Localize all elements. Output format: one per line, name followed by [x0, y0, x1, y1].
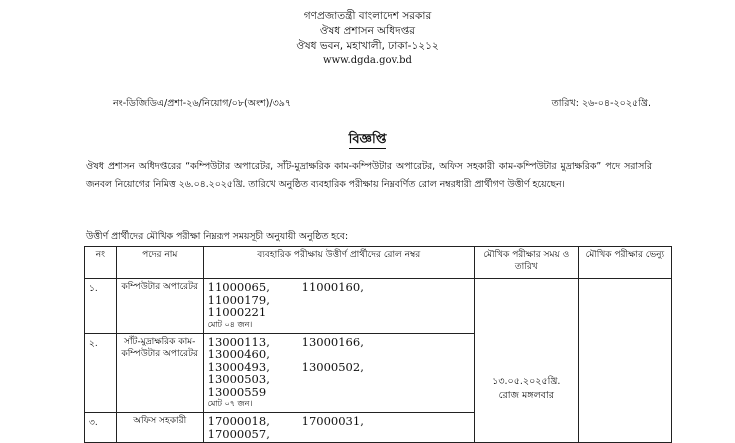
header-venue: মৌখিক পরীক্ষার ভেন্যু [578, 247, 671, 279]
roll-number: 13000559 [207, 384, 267, 399]
row-total: মোট ০৭ জন। [207, 399, 253, 408]
row-rolls [203, 279, 474, 334]
roll-number: 17000018, [207, 414, 270, 428]
roll-list [208, 336, 470, 399]
header-time: মৌখিক পরীক্ষার সময় ও তারিখ [474, 247, 578, 279]
memo-number: নং-ডিজিডিএ/প্রশা-২৬/নিয়োগ/০৮(অংশ)/৩৯৭ [113, 98, 292, 109]
roll-number: 13000113, [207, 334, 270, 349]
row-post: সাঁট-মুদ্রাক্ষরিক কাম-কম্পিউটার অপারেটর [116, 333, 203, 413]
interview-venue-cell [578, 279, 671, 443]
roll-number: 17000031, [301, 414, 364, 428]
roll-number: 17000057, [207, 426, 270, 441]
header-no: নং [85, 247, 117, 279]
schedule-intro: উত্তীর্ণ প্রার্থীদের মৌখিক পরীক্ষা নিম্নরূপ সময়সূচী অনুযায়ী অনুষ্ঠিত হবে: [86, 231, 349, 242]
website-link[interactable]: www.dgda.gov.bd [323, 55, 412, 66]
notice-title-text: বিজ্ঞপ্তি [348, 132, 387, 147]
header-post: পদের নাম [116, 247, 203, 279]
results-table [84, 246, 672, 443]
row-no: ২. [85, 333, 117, 413]
roll-number: 13000166, [301, 334, 364, 349]
interview-day: রোজ মঙ্গলবার [498, 389, 554, 401]
roll-list [208, 415, 470, 440]
row-post: কম্পিউটার অপারেটর [116, 279, 203, 334]
office-address: ঔষধ ভবন, মহাখালী, ঢাকা-১২১২ [296, 40, 439, 52]
government-title: গণপ্রজাতন্ত্রী বাংলাদেশ সরকার [303, 10, 432, 22]
row-no: ১. [85, 279, 117, 334]
roll-number: 13000503, [207, 372, 270, 386]
roll-number: 13000493, [207, 359, 270, 374]
notice-paragraph: ঔষধ প্রশাসন অধিদপ্তরের “কম্পিউটার অপারেটর, সাঁট-মুদ্রাক্ষরিক কাম-কম্পিউটার অপারেটর, অফিস সহকারী কাম-কম্পিউটার মুদ্রাক্ষরিক” পদে সরাসরি জনবল নিয়োগের নিমিত্ত ২৬.০৪.২০২৫খ্রি. তারিখে অনুষ্ঠিত ব্যবহারিক পরীক্ষায় নিম্নবর্ণিত রোল নম্বরধারী প্রার্থীগণ উত্তীর্ণ হয়েছেন। [86, 161, 652, 190]
roll-number: 11000179, [207, 292, 270, 307]
row-rolls [203, 333, 474, 413]
table-row [85, 279, 672, 334]
interview-time-cell [474, 279, 578, 443]
roll-number: 11000065, [207, 280, 270, 294]
row-total: মোট ০৪ জন। [207, 319, 253, 329]
interview-date: ১৩.০৫.২০২৫খ্রি. [492, 375, 561, 387]
header-rolls: ব্যবহারিক পরীক্ষায় উত্তীর্ণ প্রার্থীদের রোল নম্বর [203, 247, 474, 279]
row-post: অফিস সহকারী [116, 413, 203, 443]
notice-heading [0, 128, 735, 151]
roll-number: 11000221 [207, 305, 267, 319]
row-rolls [203, 413, 474, 443]
department-title: ঔষধ প্রশাসন অধিদপ্তর [319, 25, 416, 37]
roll-list [208, 281, 470, 319]
roll-number: 13000502, [301, 359, 364, 374]
table-header-row [85, 247, 672, 279]
row-no: ৩. [85, 413, 117, 443]
memo-date: তারিখ: ২৬-০৪-২০২৫খ্রি. [551, 98, 651, 109]
roll-number: 13000460, [207, 347, 270, 361]
roll-number: 11000160, [301, 280, 364, 294]
